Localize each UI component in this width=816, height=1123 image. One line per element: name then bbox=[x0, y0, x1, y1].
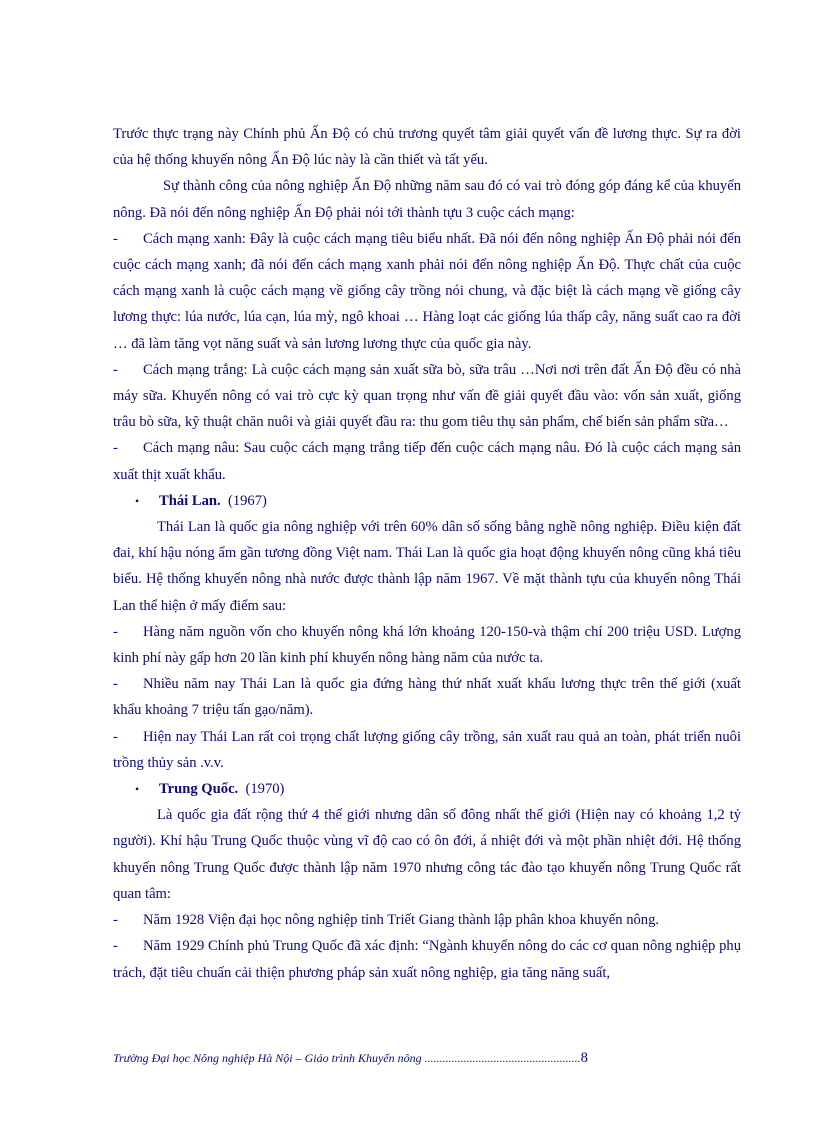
section-heading-thailand bbox=[113, 488, 741, 514]
dash-marker: - bbox=[113, 728, 118, 745]
dash-marker: - bbox=[113, 938, 118, 955]
section-year: (1967) bbox=[227, 492, 267, 509]
dash-item-text: Năm 1928 Viện đại học nông nghiệp tỉnh Triết Giang thành lập phân khoa khuyến nông. bbox=[143, 912, 660, 929]
page-footer bbox=[113, 1050, 713, 1067]
bullet-icon: • bbox=[135, 782, 140, 797]
section-heading-china bbox=[113, 776, 741, 802]
dash-marker: - bbox=[113, 623, 118, 640]
dash-marker: - bbox=[113, 440, 118, 457]
dash-item-text: Cách mạng xanh: Đây là cuộc cách mạng tiêu biểu nhất. Đã nói đến nông nghiệp Ấn Độ phải nói đến cuộc cách mạng xanh; đã nói đến cách mạng xanh phải nói đến nông nghiệp Ấn Độ. Thực chất của cuộc cách mạng xanh là cuộc cách mạng về giống cây trồng nói chung, và đặc biệt là cách mạng về giống cây lương thực: lúa nước, lúa cạn, lúa mỳ, ngô khoai … Hàng loạt các giống lúa thấp cây, năng suất cao ra đời … đã làm tăng vọt năng suất và sản lương lương thực của quốc gia này. bbox=[113, 230, 741, 352]
dash-item bbox=[113, 907, 741, 933]
dash-marker: - bbox=[113, 230, 118, 247]
dash-marker: - bbox=[113, 676, 118, 693]
dash-item bbox=[113, 619, 741, 671]
dash-item-text: Cách mạng trắng: Là cuộc cách mạng sản xuất sữa bò, sữa trâu …Nơi nơi trên đất Ấn Độ đều có nhà máy sữa. Khuyến nông có vai trò cực kỳ quan trọng như vấn đề giải quyết đầu vào: vốn sản xuất, giống trâu bò sữa, kỹ thuật chăn nuôi và giải quyết đầu ra: thu gom tiêu thụ sản phẩm, chế biến sản phẩm sữa… bbox=[113, 361, 741, 431]
dash-item bbox=[113, 435, 741, 487]
dash-marker: - bbox=[113, 912, 118, 929]
section-title: Thái Lan. bbox=[159, 492, 221, 509]
paragraph: Thái Lan là quốc gia nông nghiệp với trên 60% dân số sống bằng nghề nông nghiệp. Điều kiện đất đai, khí hậu nóng ẩm gần tương đồng Việt nam. Thái Lan là quốc gia hoạt động khuyến nông cũng khá tiêu biểu. Hệ thống khuyến nông nhà nước được thành lập năm 1967. Về mặt thành tựu của khuyến nông Thái Lan thể hiện ở mấy điểm sau: bbox=[113, 519, 741, 614]
dash-item-text: Cách mạng nâu: Sau cuộc cách mạng trắng tiếp đến cuộc cách mạng nâu. Đó là cuộc cách mạng sản xuất thịt xuất khẩu. bbox=[113, 440, 741, 483]
paragraph: Là quốc gia đất rộng thứ 4 thế giới nhưng dân số đông nhất thế giới (Hiện nay có khoảng 1,2 tỷ người). Khí hậu Trung Quốc thuộc vùng vĩ độ cao có ôn đới, á nhiệt đới và một phần nhiệt đới. Hệ thống khuyến nông Trung Quốc được thành lập năm 1970 nhưng công tác đào tạo khuyến nông Trung Quốc rất quan tâm: bbox=[113, 807, 741, 902]
section-year: (1970) bbox=[245, 781, 285, 798]
dash-item-text: Năm 1929 Chính phủ Trung Quốc đã xác định: “Ngành khuyến nông do các cơ quan nông nghiệp phụ trách, đặt tiêu chuẩn cải thiện phương pháp sản xuất nông nghiệp, gia tăng năng suất, bbox=[113, 938, 741, 981]
dash-item-text: Hiện nay Thái Lan rất coi trọng chất lượng giống cây trồng, sản xuất rau quả an toàn, phát triển nuôi trồng thủy sản .v.v. bbox=[113, 728, 741, 771]
footer-text: Trường Đại học Nông nghiệp Hà Nội – Giáo trình Khuyến nông .................................................... bbox=[113, 1051, 581, 1065]
page-number: 8 bbox=[580, 1050, 588, 1066]
dash-item-text: Hàng năm nguồn vốn cho khuyến nông khá lớn khoảng 120-150-và thậm chí 200 triệu USD. Lượng kinh phí này gấp hơn 20 lần kinh phí khuyến nông hàng năm của nước ta. bbox=[113, 623, 741, 667]
dash-item bbox=[113, 933, 741, 985]
document-body bbox=[113, 121, 741, 986]
dash-marker: - bbox=[113, 361, 118, 378]
dash-item-text: Nhiều năm nay Thái Lan là quốc gia đứng hàng thứ nhất xuất khẩu lương thực trên thế giới (xuất khẩu khoảng 7 triệu tấn gạo/năm). bbox=[113, 676, 741, 719]
paragraph: Trước thực trạng này Chính phủ Ấn Độ có chủ trương quyết tâm giải quyết vấn đề lương thực. Sự ra đời của hệ thống khuyến nông Ấn Độ lúc này là cần thiết và tất yếu. bbox=[113, 126, 741, 169]
paragraph: Sự thành công của nông nghiệp Ấn Độ những năm sau đó có vai trò đóng góp đáng kể của khuyến nông. Đã nói đến nông nghiệp Ấn Độ phải nói tới thành tựu 3 cuộc cách mạng: bbox=[113, 178, 741, 221]
dash-item bbox=[113, 724, 741, 776]
dash-item bbox=[113, 671, 741, 723]
dash-item bbox=[113, 226, 741, 357]
dash-item bbox=[113, 357, 741, 436]
bullet-icon: • bbox=[135, 493, 140, 508]
section-title: Trung Quốc. bbox=[159, 781, 239, 798]
